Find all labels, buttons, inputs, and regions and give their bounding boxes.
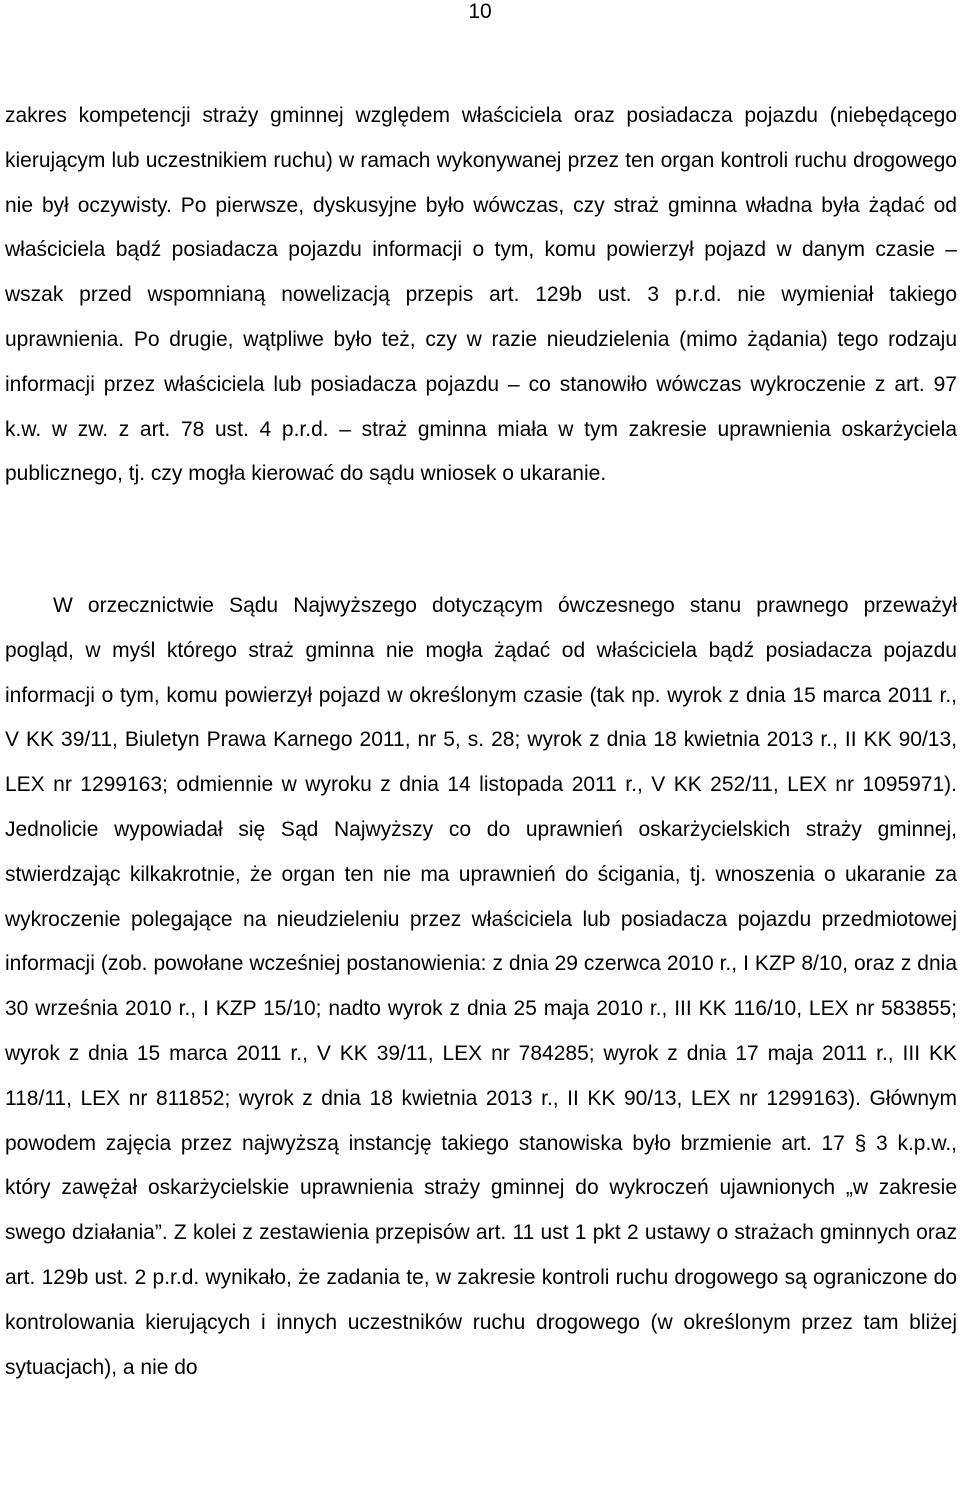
paragraph-continuation bbox=[5, 94, 957, 497]
paragraph-text: zakres kompetencji straży gminnej względem właściciela oraz posiadacza pojazdu (niebędącego kierującym lub uczestnikiem ruchu) w ramach wykonywanej przez ten organ kontroli ruchu drogowego nie był oczywisty. Po pierwsze, dyskusyjne było wówczas, czy straż gminna władna była żądać od właściciela bądź posiadacza pojazdu informacji o tym, komu powierzył pojazd w danym czasie – wszak przed wspomnianą nowelizacją przepis art. 129b ust. 3 p.r.d. nie wymieniał takiego uprawnienia. Po drugie, wątpliwe było też, czy w razie nieudzielenia (mimo żądania) tego rodzaju informacji przez właściciela lub posiadacza pojazdu – co stanowiło wówczas wykroczenie z art. 97 k.w. w zw. z art. 78 ust. 4 p.r.d. – straż gminna miała w tym zakresie uprawnienia oskarżyciela publicznego, tj. czy mogła kierować do sądu wniosek o ukaranie. bbox=[5, 104, 957, 486]
paragraph-jurisprudence bbox=[5, 584, 957, 1390]
paragraph-text: W orzecznictwie Sądu Najwyższego dotyczącym ówczesnego stanu prawnego przeważył pogląd, w myśl którego straż gminna nie mogła żądać od właściciela bądź posiadacza pojazdu informacji o tym, komu powierzył pojazd w określonym czasie (tak np. wyrok z dnia 15 marca 2011 r., V KK 39/11, Biuletyn Prawa Karnego 2011, nr 5, s. 28; wyrok z dnia 18 kwietnia 2013 r., II KK 90/13, LEX nr 1299163; odmiennie w wyroku z dnia 14 listopada 2011 r., V KK 252/11, LEX nr 1095971). Jednolicie wypowiadał się Sąd Najwyższy co do uprawnień oskarżycielskich straży gminnej, stwierdzając kilkakrotnie, że organ ten nie ma uprawnień do ścigania, tj. wnoszenia o ukaranie za wykroczenie polegające na nieudzieleniu przez właściciela lub posiadacza pojazdu przedmiotowej informacji (zob. powołane wcześniej postanowienia: z dnia 29 czerwca 2010 r., I KZP 8/10, oraz z dnia 30 września 2010 r., I KZP 15/10; nadto wyrok z dnia 25 maja 2010 r., III KK 116/10, LEX nr 583855; wyrok z dnia 15 marca 2011 r., V KK 39/11, LEX nr 784285; wyrok z dnia 17 maja 2011 r., III KK 118/11, LEX nr 811852; wyrok z dnia 18 kwietnia 2013 r., II KK 90/13, LEX nr 1299163). Głównym powodem zajęcia przez najwyższą instancję takiego stanowiska było brzmienie art. 17 § 3 k.p.w., który zawężał oskarżycielskie uprawnienia straży gminnej do wykroczeń ujawnionych „w zakresie swego działania”. Z kolei z zestawienia przepisów art. 11 ust 1 pkt 2 ustawy o strażach gminnych oraz art. 129b ust. 2 p.r.d. wynikało, że zadania te, w zakresie kontroli ruchu drogowego są ograniczone do kontrolowania kierujących i innych uczestników ruchu drogowego (w określonym przez tam bliżej sytuacjach), a nie do bbox=[5, 594, 957, 1379]
page-number: 10 bbox=[468, 0, 492, 23]
